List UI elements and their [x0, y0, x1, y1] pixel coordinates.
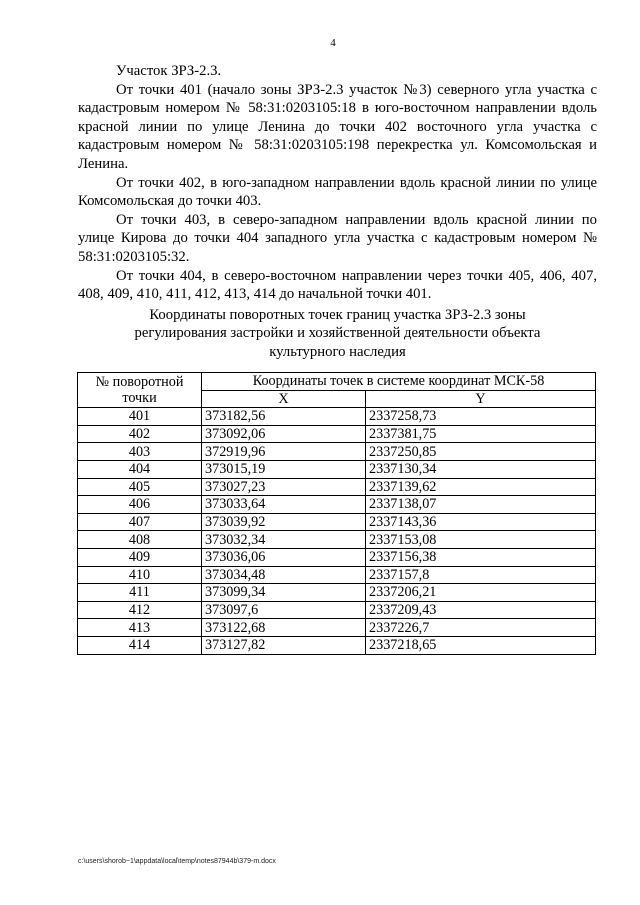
y-coordinate-cell: 2337206,21 [366, 584, 596, 602]
table-header-row [78, 373, 596, 391]
table-row [78, 636, 596, 654]
x-coordinate-cell: 373097,6 [202, 601, 366, 619]
header-point-number [78, 373, 202, 408]
table-row [78, 601, 596, 619]
x-coordinate-cell: 373027,23 [202, 478, 366, 496]
x-coordinate-cell: 372919,96 [202, 443, 366, 461]
header-point-line1: № поворотной [95, 374, 184, 391]
y-coordinate-cell: 2337209,43 [366, 601, 596, 619]
y-coordinate-cell: 2337157,8 [366, 566, 596, 584]
x-coordinate-cell: 373092,06 [202, 425, 366, 443]
table-caption-line: Координаты поворотных точек границ участка ЗРЗ-2.3 зоны [149, 307, 526, 323]
point-number-cell: 411 [78, 584, 202, 602]
table-row [78, 619, 596, 637]
table-row [78, 584, 596, 602]
paragraph-point-404: От точки 404, в северо-восточном направлении через точки 405, 406, 407, 408, 409, 410, 411, 412, 413, 414 до начальной точки 401. [78, 267, 597, 303]
table-caption-line: регулирования застройки и хозяйственной деятельности объекта [134, 325, 541, 342]
point-number-cell: 408 [78, 531, 202, 549]
header-coordinates: Координаты точек в системе координат МСК-58 [202, 373, 596, 391]
point-number-cell: 413 [78, 619, 202, 637]
header-y: Y [366, 390, 596, 408]
table-row [78, 566, 596, 584]
x-coordinate-cell: 373033,64 [202, 496, 366, 514]
point-number-cell: 410 [78, 566, 202, 584]
table-row [78, 478, 596, 496]
x-coordinate-cell: 373182,56 [202, 408, 366, 426]
header-x: X [202, 390, 366, 408]
point-number-cell: 401 [78, 408, 202, 426]
header-point-line2: точки [122, 390, 157, 407]
table-row [78, 513, 596, 531]
x-coordinate-cell: 373034,48 [202, 566, 366, 584]
point-number-cell: 404 [78, 460, 202, 478]
y-coordinate-cell: 2337258,73 [366, 408, 596, 426]
point-number-cell: 403 [78, 443, 202, 461]
y-coordinate-cell: 2337381,75 [366, 425, 596, 443]
document-body [78, 62, 597, 304]
y-coordinate-cell: 2337218,65 [366, 636, 596, 654]
page-number: 4 [330, 37, 336, 49]
y-coordinate-cell: 2337156,38 [366, 548, 596, 566]
table-row [78, 425, 596, 443]
paragraph-point-403: От точки 403, в северо-западном направлении вдоль красной линии по улице Кирова до точки 404 западного угла участка с кадастровым номером № 58:31:0203105:32. [78, 211, 597, 265]
paragraph-point-402: От точки 402, в юго-западном направлении вдоль красной линии по улице Комсомольская до точки 403. [78, 174, 597, 210]
point-number-cell: 414 [78, 636, 202, 654]
point-number-cell: 409 [78, 548, 202, 566]
paragraph-point-401: От точки 401 (начало зоны ЗРЗ-2.3 участок №3) северного угла участка с кадастровым номером № 58:31:0203105:18 в юго-восточном направлении вдоль красной линии по улице Ленина до точки 402 восточного угла участка с кадастровым номером № 58:31:0203105:198 перекрестка ул. Комсомольская и Ленина. [78, 81, 597, 172]
y-coordinate-cell: 2337226,7 [366, 619, 596, 637]
x-coordinate-cell: 373015,19 [202, 460, 366, 478]
y-coordinate-cell: 2337130,34 [366, 460, 596, 478]
point-number-cell: 402 [78, 425, 202, 443]
x-coordinate-cell: 373032,34 [202, 531, 366, 549]
table-body [78, 408, 596, 654]
point-number-cell: 412 [78, 601, 202, 619]
table-row [78, 496, 596, 514]
x-coordinate-cell: 373036,06 [202, 548, 366, 566]
table-caption-line: культурного наследия [269, 343, 406, 360]
y-coordinate-cell: 2337139,62 [366, 478, 596, 496]
table-caption [78, 306, 597, 361]
y-coordinate-cell: 2337138,07 [366, 496, 596, 514]
y-coordinate-cell: 2337153,08 [366, 531, 596, 549]
point-number-cell: 406 [78, 496, 202, 514]
table-row [78, 548, 596, 566]
coordinates-table [77, 372, 596, 655]
point-number-cell: 407 [78, 513, 202, 531]
table-row [78, 460, 596, 478]
paragraph-section-title: Участок ЗРЗ-2.3. [116, 63, 222, 79]
table-row [78, 408, 596, 426]
table-row [78, 531, 596, 549]
x-coordinate-cell: 373039,92 [202, 513, 366, 531]
footer-file-path: c:\users\shorob~1\appdata\local\temp\notes87944b\379-m.docx [78, 858, 276, 865]
x-coordinate-cell: 373122,68 [202, 619, 366, 637]
x-coordinate-cell: 373099,34 [202, 584, 366, 602]
y-coordinate-cell: 2337250,85 [366, 443, 596, 461]
x-coordinate-cell: 373127,82 [202, 636, 366, 654]
y-coordinate-cell: 2337143,36 [366, 513, 596, 531]
point-number-cell: 405 [78, 478, 202, 496]
table-row [78, 443, 596, 461]
